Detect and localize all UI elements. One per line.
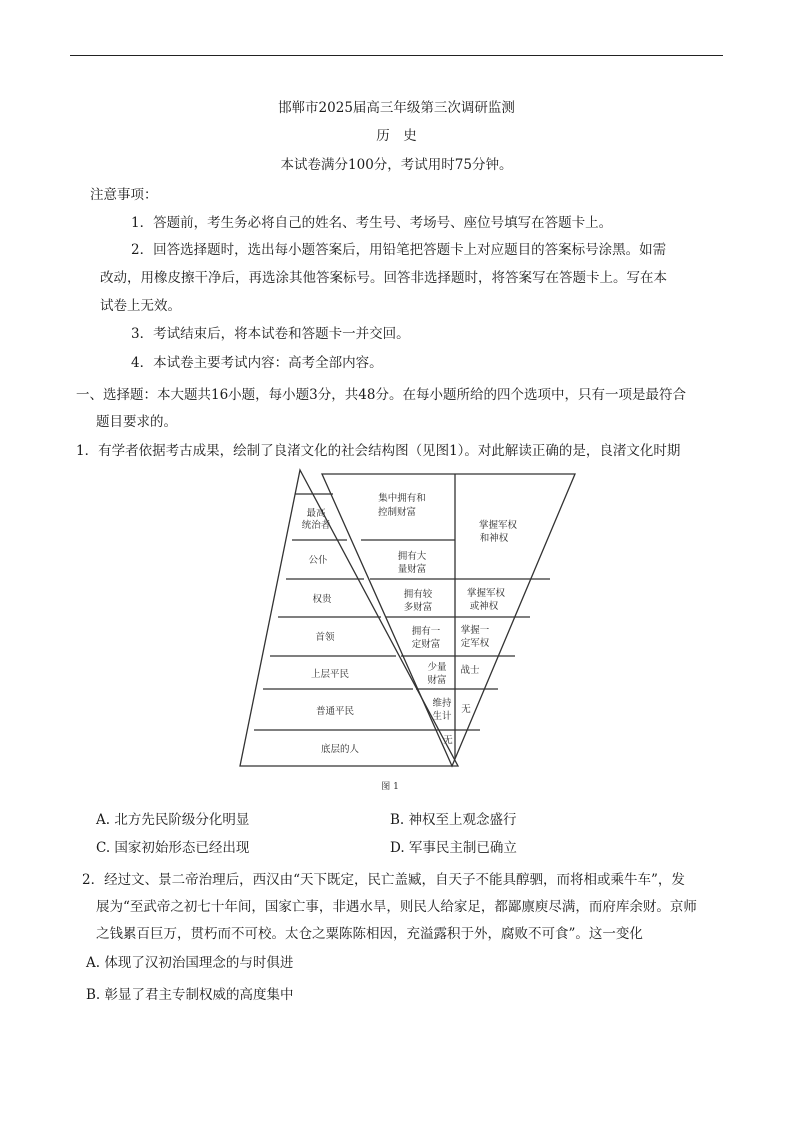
power-3b: 定军权 [460, 638, 490, 649]
question-1-stem: 1．有学者依据考古成果，绘制了良渚文化的社会结构图（见图1）。对此解读正确的是，良渚文化时期 [76, 443, 681, 459]
wealth-2a: 拥有大 [397, 551, 427, 562]
note-item-2-line-2: 改动，用橡皮擦干净后，再选涂其他答案标号。回答非选择题时，将答案写在答题卡上。写在本 [100, 270, 667, 286]
wealth-7: 无 [443, 735, 453, 746]
wealth-4b: 定财富 [411, 639, 441, 650]
wealth-5a: 少量 [427, 662, 447, 673]
level-servant: 公仆 [308, 555, 328, 566]
wealth-4a: 拥有一 [411, 626, 441, 637]
power-4: 战士 [460, 665, 480, 676]
power-1a: 掌握军权 [478, 520, 518, 531]
q1-option-b[interactable]: B. 神权至上观念盛行 [390, 812, 517, 828]
level-upper-commoners: 上层平民 [310, 669, 350, 680]
power-2a: 掌握军权 [466, 588, 506, 599]
power-2b: 或神权 [469, 601, 499, 612]
top-rule [70, 55, 723, 56]
left-pyramid-outline [240, 470, 458, 766]
wealth-3b: 多财富 [403, 602, 433, 613]
level-chieftain: 首领 [315, 632, 335, 643]
exam-title: 邯郸市2025届高三年级第三次调研监测 [278, 100, 515, 116]
q2-option-b[interactable]: B. 彰显了君主专制权威的高度集中 [86, 987, 294, 1003]
level-nobles: 权贵 [312, 594, 332, 605]
note-item-2-line-3: 试卷上无效。 [100, 298, 181, 314]
wealth-1a: 集中拥有和 [378, 493, 426, 504]
level-ordinary-commoners: 普通平民 [315, 706, 355, 717]
note-item-4: 4．本试卷主要考试内容：高考全部内容。 [131, 355, 383, 371]
q1-option-c[interactable]: C. 国家初始形态已经出现 [96, 840, 250, 856]
wealth-5b: 财富 [427, 675, 447, 686]
q1-option-a[interactable]: A. 北方先民阶级分化明显 [96, 812, 250, 828]
wealth-3a: 拥有较 [403, 589, 433, 600]
wealth-6b: 生计 [432, 711, 452, 722]
q1-option-d[interactable]: D. 军事民主制已确立 [390, 840, 517, 856]
question-2-stem-line-3: 之钱累百巨万，贯朽而不可校。太仓之粟陈陈相因，充溢露积于外，腐败不可食”。这一变化 [96, 926, 643, 942]
power-5: 无 [461, 704, 471, 715]
level-top-ruler-2: 统治者 [301, 520, 331, 531]
section-1-instruction-line-1: 一、选择题：本大题共16小题，每小题3分，共48分。在每小题所给的四个选项中，只有一项是最符合 [76, 387, 686, 403]
power-1b: 和神权 [479, 533, 509, 544]
level-bottom: 底层的人 [320, 744, 360, 755]
wealth-6a: 维持 [432, 698, 452, 709]
social-structure-figure [230, 466, 590, 798]
level-top-ruler-1: 最高 [306, 508, 326, 519]
question-2-stem-line-2: 展为“至武帝之初七十年间，国家亡事，非遇水旱，则民人给家足，都鄙廪庾尽满，而府库余财。京师 [96, 899, 697, 915]
note-item-2-line-1: 2．回答选择题时，选出每小题答案后，用铅笔把答题卡上对应题目的答案标号涂黑。如需 [131, 242, 667, 258]
wealth-1b: 控制财富 [377, 507, 417, 518]
notes-heading: 注意事项： [90, 187, 158, 203]
q2-option-a[interactable]: A. 体现了汉初治国理念的与时俱进 [86, 955, 294, 971]
score-line: 本试卷满分100分，考试用时75分钟。 [280, 157, 513, 173]
power-3a: 掌握一 [460, 625, 490, 636]
figure-caption: 图 1 [381, 782, 399, 792]
right-pyramid-outline [322, 474, 575, 766]
wealth-2b: 量财富 [397, 564, 427, 575]
subject-title: 历 史 [376, 128, 417, 144]
note-item-1: 1．答题前，考生务必将自己的姓名、考生号、考场号、座位号填写在答题卡上。 [131, 215, 613, 231]
question-2-stem-line-1: 2．经过文、景二帝治理后，西汉由“天下既定，民亡盖臧，自天子不能具醇驷，而将相或乘牛车”，发 [82, 872, 685, 888]
section-1-instruction-line-2: 题目要求的。 [96, 414, 177, 430]
note-item-3: 3．考试结束后，将本试卷和答题卡一并交回。 [131, 326, 410, 342]
